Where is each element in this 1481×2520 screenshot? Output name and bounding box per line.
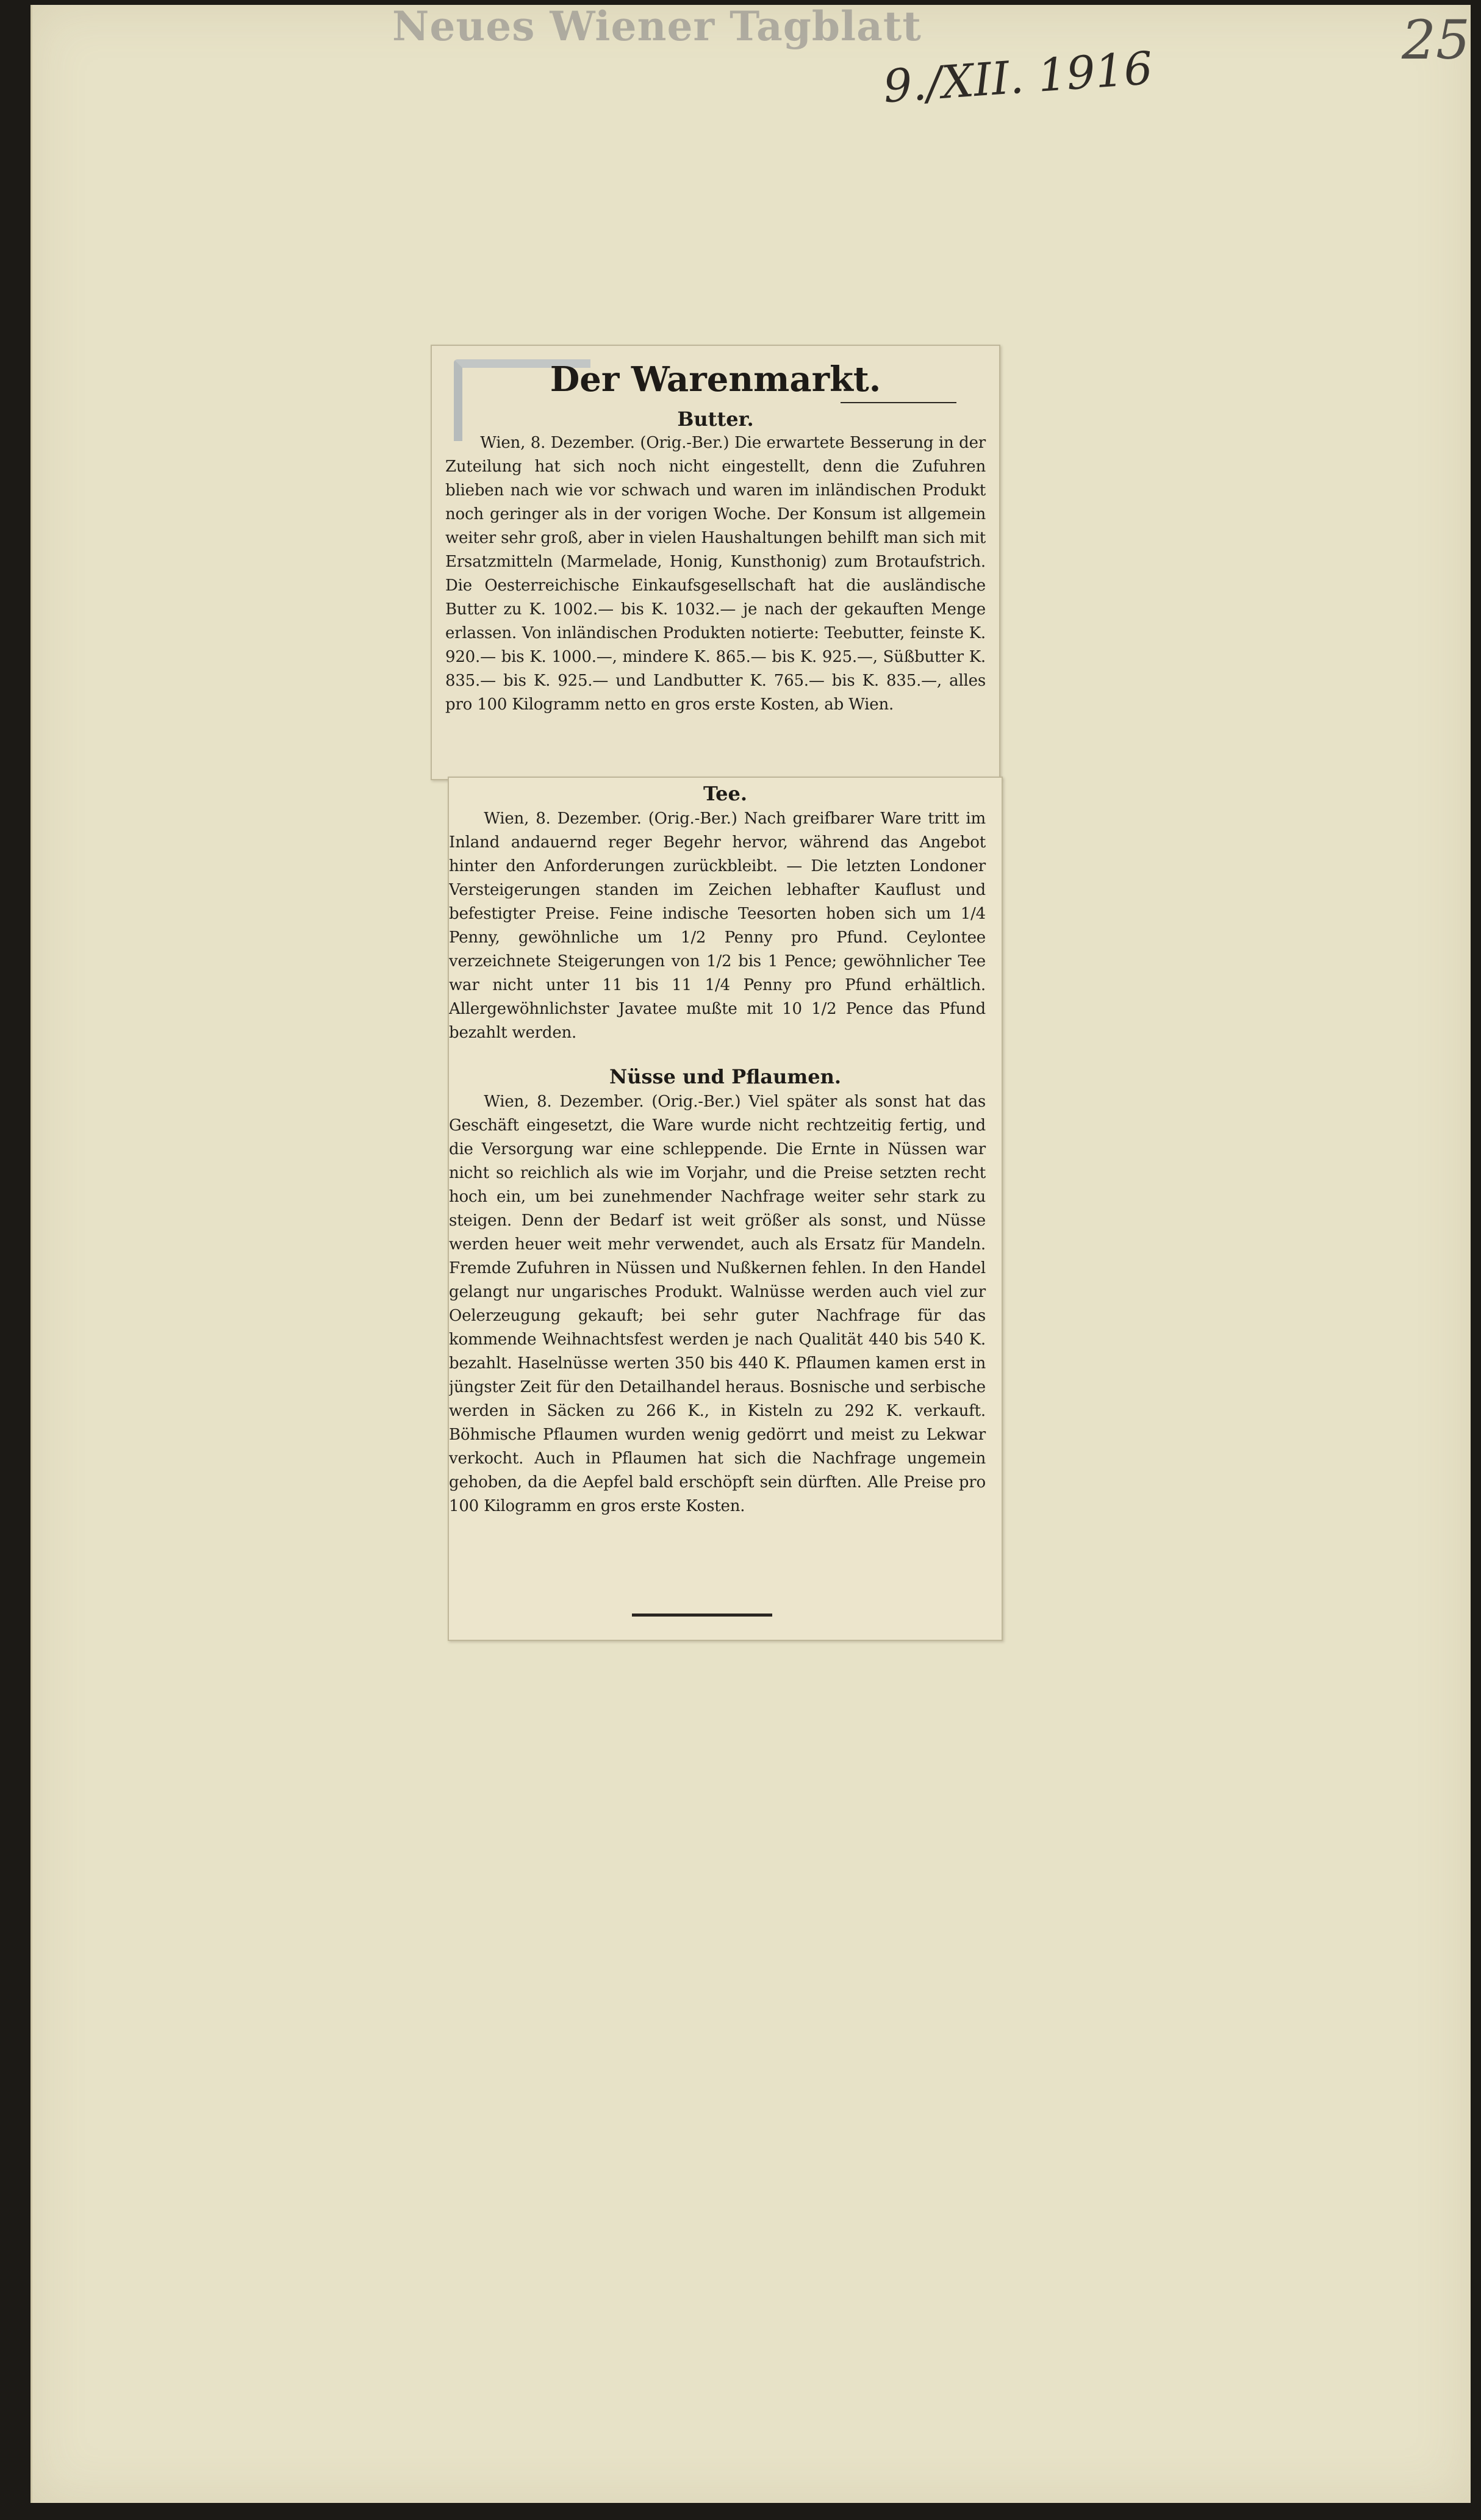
newspaper-clipping-upper: [431, 345, 1000, 780]
section-body-butter: Wien, 8. Dezember. (Orig.-Ber.) Die erwartete Besserung in der Zuteilung hat sich noch nicht eingestellt, denn die Zufuhren blieben nach wie vor schwach und waren im inländischen Produkt noch geringer als in der vorigen Woche. Der Konsum ist allgemein weiter sehr groß, aber in vielen Haushaltungen behilft man sich mit Ersatzmitteln (Marmelade, Honig, Kunsthonig) zum Brotaufstrich. Die Oesterreichische Einkaufsgesellschaft hat die ausländische Butter zu K. 1002.— bis K. 1032.— je nach der gekauften Menge erlassen. Von inländischen Produkten notierte: Teebutter, feinste K. 920.— bis K. 1000.—, mindere K. 865.— bis K. 925.—, Süßbutter K. 835.— bis K. 925.— und Landbutter K. 765.— bis K. 835.—, alles pro 100 Kilogramm netto en gros erste Kosten, ab Wien.: [445, 434, 986, 714]
newspaper-clipping-lower: [448, 777, 1003, 1641]
masthead-stamp: Neues Wiener Tagblatt: [392, 2, 922, 50]
section-body-nuts-plums: Wien, 8. Dezember. (Orig.-Ber.) Viel später als sonst hat das Geschäft eingesetzt, die Ware wurde nicht rechtzeitig fertig, und die Versorgung war eine schleppende. Die Ernte in Nüssen war nicht so reichlich als wie im Vorjahr, und die Preise setzten recht hoch ein, um bei zunehmender Nachfrage weiter sehr stark zu steigen. Denn der Bedarf ist weit größer als sonst, und Nüsse werden heuer weit mehr verwendet, auch als Ersatz für Mandeln. Fremde Zufuhren in Nüssen und Nußkernen fehlen. In den Handel gelangt nur ungarisches Produkt. Walnüsse werden auch viel zur Oelerzeugung gekauft; bei sehr guter Nachfrage für das kommende Weihnachtsfest werden je nach Qualität 440 bis 540 K. bezahlt. Haselnüsse werten 350 bis 440 K. Pflaumen kamen erst in jüngster Zeit für den Detailhandel heraus. Bosnische und serbische werden in Säcken zu 266 K., in Kisteln zu 292 K. verkauft. Böhmische Pflaumen wurden wenig gedörrt und meist zu Lekwar verkocht. Auch in Pflaumen hat sich die Nachfrage ungemein gehoben, da die Aepfel bald erschöpft sein dürften. Alle Preise pro 100 Kilogramm en gros erste Kosten.: [449, 1093, 986, 1515]
section-heading-nuts-plums: Nüsse und Pflaumen.: [609, 1065, 842, 1088]
section-body-tea: Wien, 8. Dezember. (Orig.-Ber.) Nach greifbarer Ware tritt im Inland andauernd reger Begehr hervor, während das Angebot hinter den Anforderungen zurückbleibt. — Die letzten Londoner Versteigerungen standen im Zeichen lebhafter Kauflust und befestigter Preise. Feine indische Teesorten hoben sich um 1/4 Penny, gewöhnliche um 1/2 Penny pro Pfund. Ceylontee verzeichnete Steigerungen von 1/2 bis 1 Pence; gewöhnlicher Tee war nicht unter 11 bis 11 1/4 Penny pro Pfund erhältlich. Allergewöhnlichster Javatee mußte mit 10 1/2 Pence das Pfund bezahlt werden.: [449, 809, 986, 1042]
end-rule: [632, 1614, 772, 1617]
title-rule: [841, 402, 956, 403]
handwritten-date: 9./XII. 1916: [881, 41, 1155, 113]
handwritten-page-number: 25: [1402, 9, 1470, 71]
section-heading-butter: Butter.: [677, 407, 754, 431]
article-title: Der Warenmarkt.: [550, 359, 881, 400]
section-heading-tea: Tee.: [703, 782, 747, 805]
